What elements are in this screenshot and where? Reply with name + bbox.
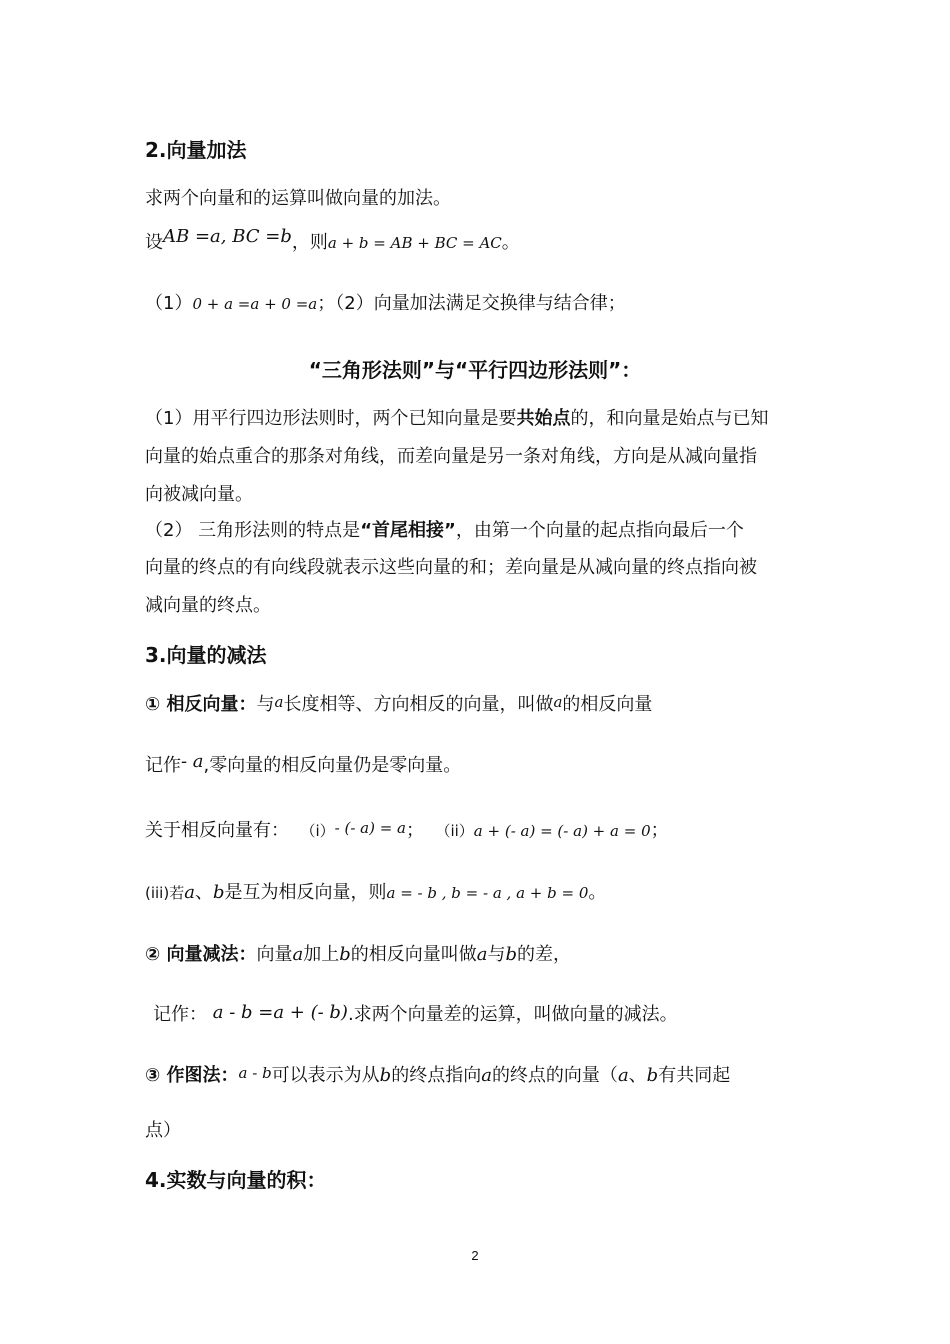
vector-subtraction-notation: 记作： a - b =a + (- b).求两个向量差的运算，叫做向量的减法。 bbox=[153, 1002, 678, 1025]
page-number: 2 bbox=[471, 1248, 479, 1263]
graphing-method-line-1: ③ 作图法：a - b可以表示为从b的终点指向a的终点的向量（a、b有共同起 bbox=[145, 1064, 731, 1086]
emphasis-common-start: 共始点 bbox=[516, 408, 571, 429]
vector-subtraction-definition: ② 向量减法：向量a加上b的相反向量叫做a与b的差， bbox=[145, 944, 572, 965]
opposite-vector-properties: 关于相反向量有： （i）- (- a) = a； （ii）a + (- a) = (- a) + a = 0； bbox=[145, 819, 669, 841]
section-4-heading: 4.实数与向量的积： bbox=[145, 1168, 327, 1192]
opposite-vector-property-iii: (iii)若a、b是互为相反向量，则a = - b , b = - a , a + b = 0。 bbox=[145, 882, 607, 903]
rules-title: “三角形法则”与“平行四边形法则”： bbox=[308, 358, 642, 382]
formula-sum: a + b = AB + BC = AC bbox=[327, 234, 502, 252]
emphasis-head-to-tail: “首尾相接” bbox=[360, 520, 456, 541]
addition-properties: （1）0 + a =a + 0 =a；（2）向量加法满足交换律与结合律； bbox=[145, 293, 626, 314]
parallelogram-rule-line-1: （1）用平行四边形法则时，两个已知向量是要共始点的，和向量是始点与已知 bbox=[145, 408, 769, 429]
opposite-vector-definition: ① 相反向量：与a长度相等、方向相反的向量，叫做a的相反向量 bbox=[145, 693, 653, 715]
formula-ab-bc: AB =a, BC =b bbox=[163, 226, 292, 247]
opposite-vector-notation: 记作- a,零向量的相反向量仍是零向量。 bbox=[145, 751, 462, 776]
addition-definition: 求两个向量和的运算叫做向量的加法。 bbox=[145, 188, 451, 209]
section-2-heading: 2.向量加法 bbox=[145, 138, 247, 162]
parallelogram-rule-line-3: 向被减向量。 bbox=[145, 484, 253, 505]
addition-formula-line: 设AB =a, BC =b，则a + b = AB + BC = AC。 bbox=[145, 226, 520, 253]
graphing-method-line-2: 点） bbox=[145, 1120, 181, 1141]
section-3-heading: 3.向量的减法 bbox=[145, 643, 267, 667]
triangle-rule-line-3: 减向量的终点。 bbox=[145, 595, 271, 616]
triangle-rule-line-2: 向量的终点的有向线段就表示这些向量的和；差向量是从减向量的终点指向被 bbox=[145, 557, 757, 578]
formula-zero-vector: 0 + a =a + 0 =a bbox=[192, 295, 318, 313]
triangle-rule-line-1: （2） 三角形法则的特点是“首尾相接”，由第一个向量的起点指向最后一个 bbox=[145, 520, 744, 541]
parallelogram-rule-line-2: 向量的始点重合的那条对角线，而差向量是另一条对角线，方向是从减向量指 bbox=[145, 446, 757, 467]
